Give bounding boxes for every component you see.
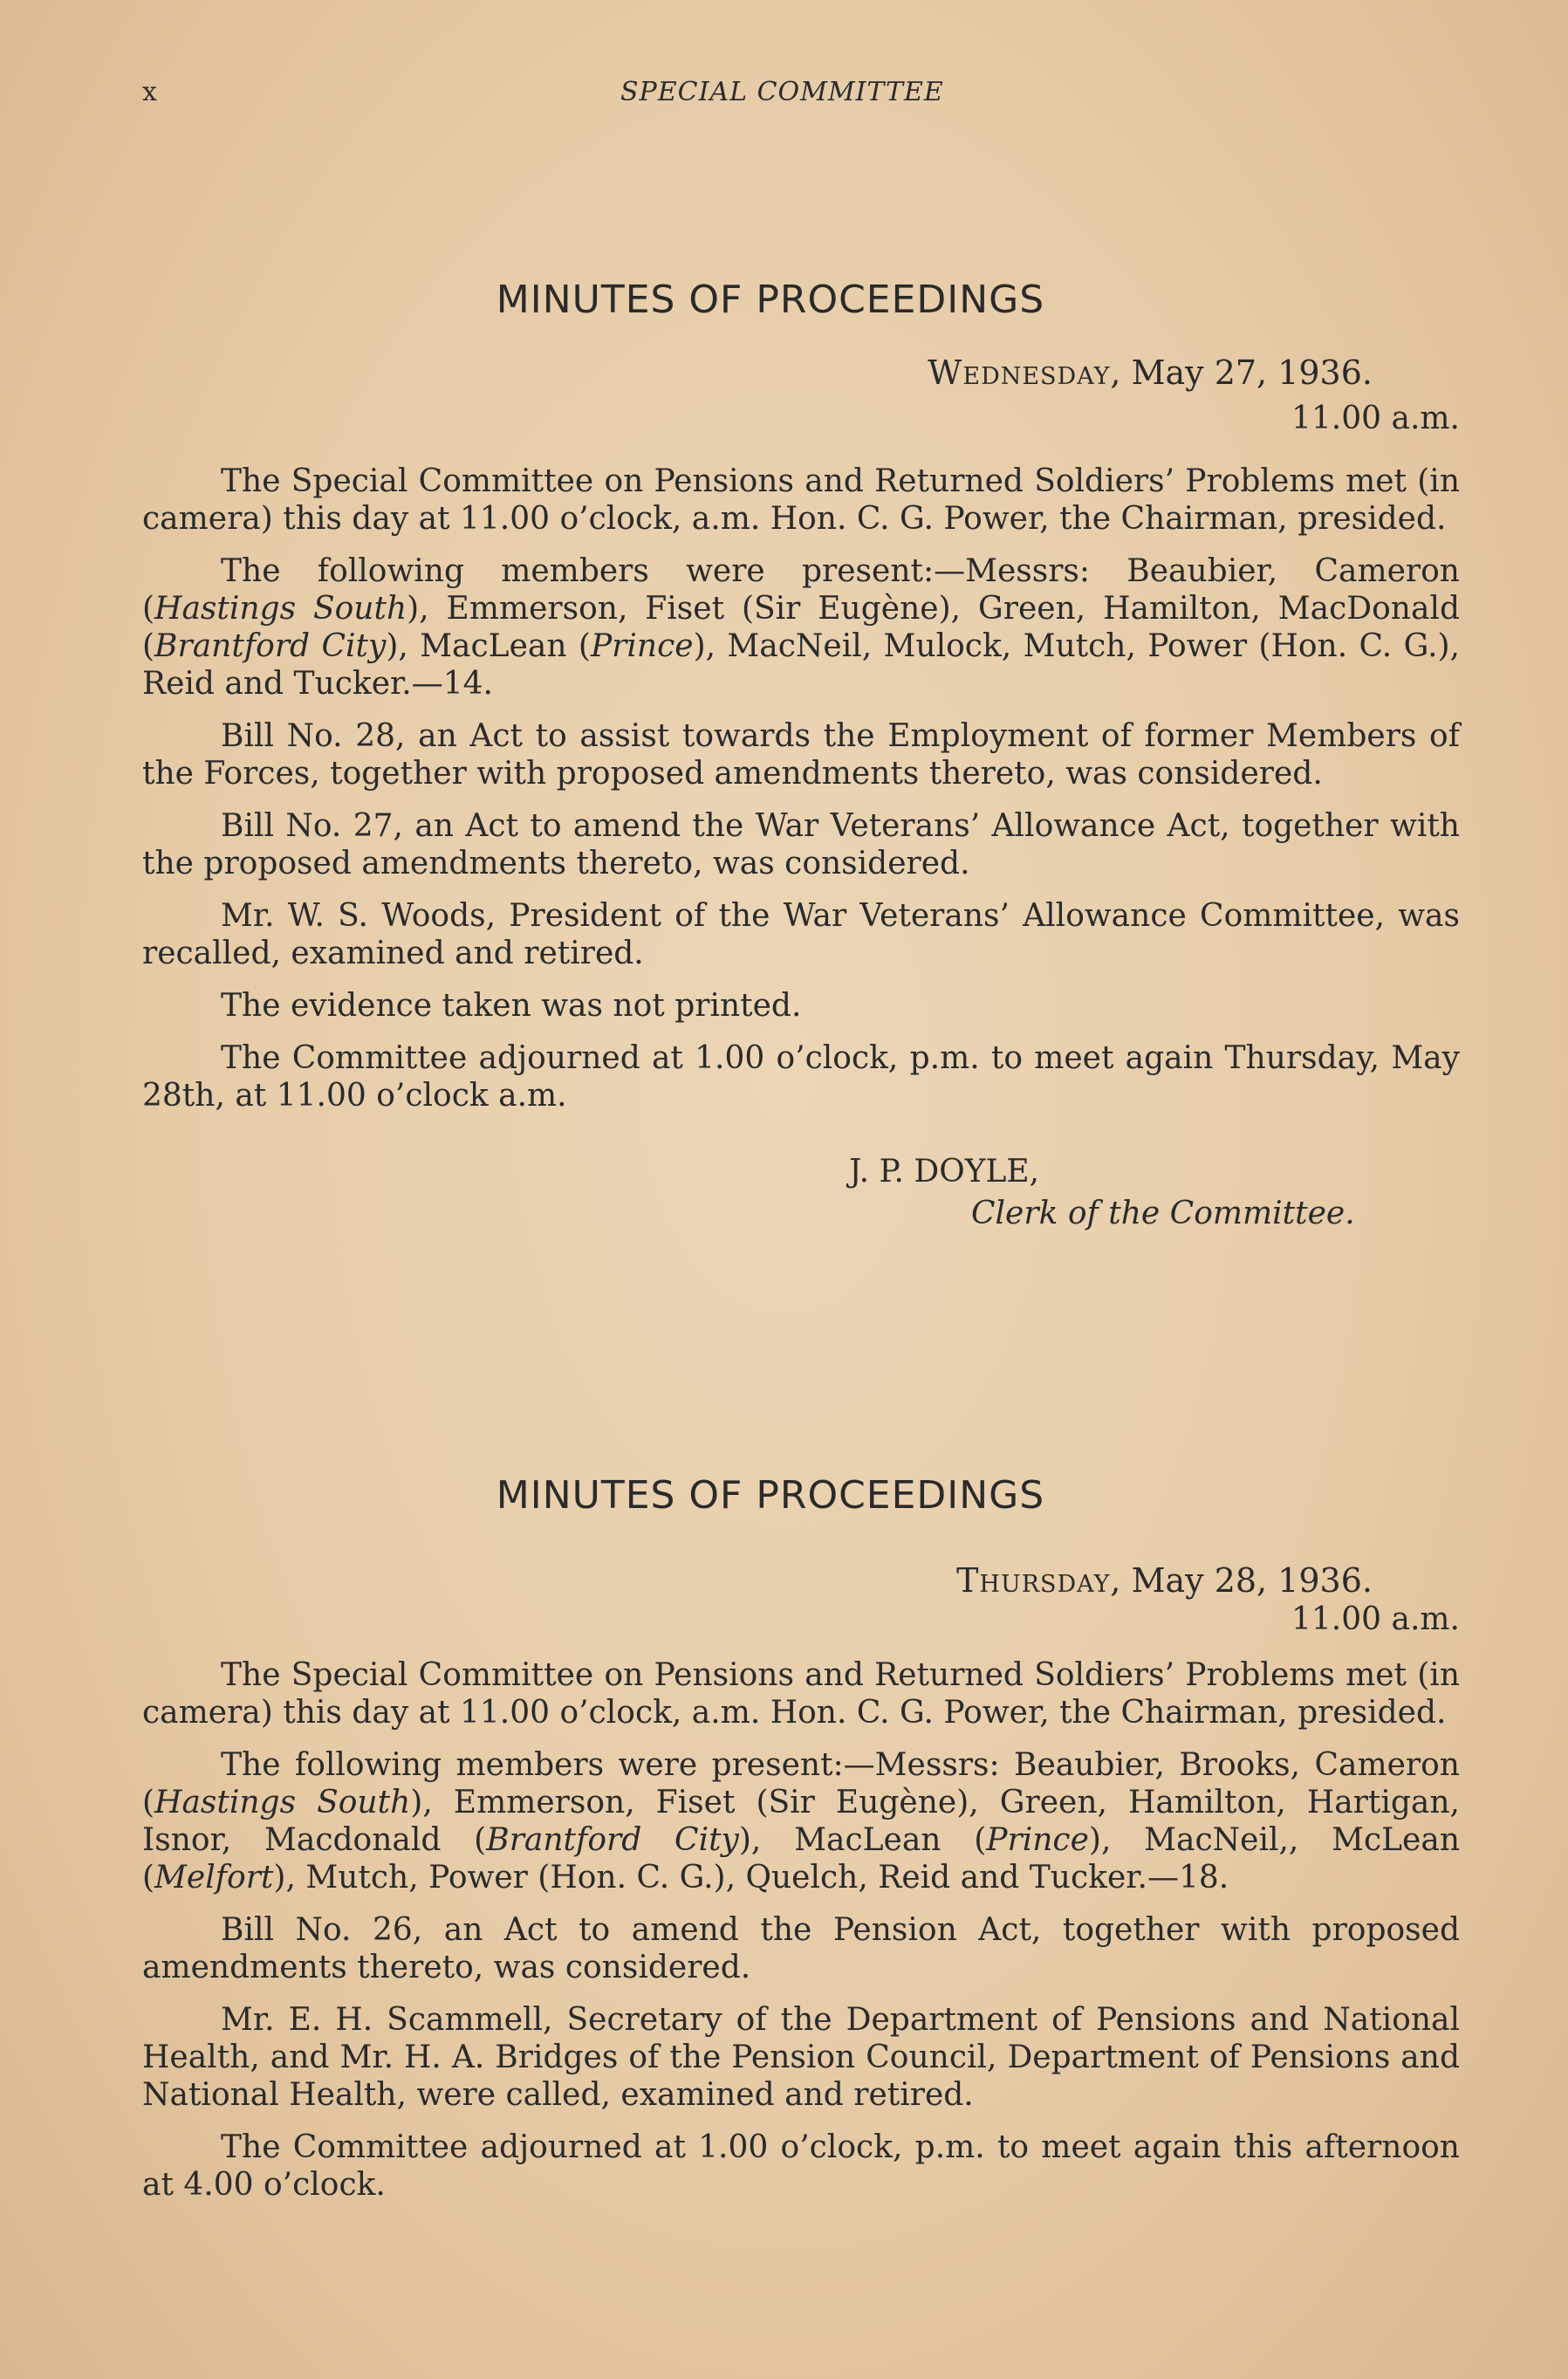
text-run: ), MacNeil,, McLean (	[142, 1822, 1460, 1896]
paragraph-witnesses: Mr. E. H. Scammell, Secretary of the Department of Pensions and National Health, and Mr. H. A. Bridges of the Pension Council, Department of Pensions and National Health, were called, examined and retired.	[142, 2002, 1460, 2113]
paragraph-members-present	[142, 1746, 1460, 1896]
riding-name: Melfort	[154, 1860, 274, 1896]
section-heading: MINUTES OF PROCEEDINGS	[496, 1473, 1045, 1518]
minutes-section-2	[142, 1473, 1460, 2218]
date-line	[142, 1561, 1460, 1600]
clerk-title: Clerk of the Committee.	[971, 1196, 1355, 1231]
text-run: ), MacLean (	[386, 628, 591, 664]
time-line: 11.00 a.m.	[1291, 1601, 1460, 1637]
riding-name: Hastings South	[154, 591, 407, 627]
paragraph-bill-26: Bill No. 26, an Act to amend the Pension Act, together with proposed amendments thereto, was considered.	[142, 1912, 1460, 1985]
riding-name: Prince	[986, 1822, 1089, 1858]
paragraph-bill-28: Bill No. 28, an Act to assist towards the Employment of former Members of the Forces, together with proposed amendments thereto, was considered.	[142, 718, 1460, 792]
running-title: SPECIAL COMMITTEE	[620, 77, 944, 107]
paragraph-opening: The Special Committee on Pensions and Returned Soldiers’ Problems met (in camera) this day at 11.00 o’clock, a.m. Hon. C. G. Power, the Chairman, presided.	[142, 463, 1460, 537]
text-run: ), Emmerson, Fiset (Sir Eugène), Green, Hamilton, Hartigan, Isnor, Macdonald (	[142, 1785, 1460, 1858]
date-line	[142, 353, 1460, 392]
text-run: ), MacLean (	[738, 1822, 987, 1858]
paragraph-opening: The Special Committee on Pensions and Returned Soldiers’ Problems met (in camera) this day at 11.00 o’clock, a.m. Hon. C. G. Power, the Chairman, presided.	[142, 1657, 1460, 1731]
date: , May 28, 1936.	[1110, 1561, 1373, 1600]
page-folio: x	[142, 77, 158, 107]
riding-name: Brantford City	[486, 1822, 739, 1858]
signature-block	[142, 1151, 1460, 1235]
clerk-name: J. P. DOYLE,	[849, 1154, 1040, 1190]
paragraph-adjourned: The Committee adjourned at 1.00 o’clock, p.m. to meet again Thursday, May 28th, at 11.00 o’clock a.m.	[142, 1040, 1460, 1114]
minutes-section-1	[142, 278, 1460, 1235]
paragraph-bill-27: Bill No. 27, an Act to amend the War Veterans’ Allowance Act, together with the proposed amendments thereto, was considered.	[142, 808, 1460, 881]
text-run: The following members were present:—Messrs: Beaubier, Cameron (	[142, 553, 1460, 627]
riding-name: Brantford City	[154, 628, 387, 664]
weekday: Wednesday	[928, 353, 1111, 392]
riding-name: Prince	[590, 628, 694, 664]
text-run: The following members were present:—Messrs: Beaubier, Brooks, Cameron (	[142, 1747, 1460, 1820]
weekday: Thursday	[956, 1561, 1111, 1600]
paragraph-witness: Mr. W. S. Woods, President of the War Veterans’ Allowance Committee, was recalled, examined and retired.	[142, 898, 1460, 971]
running-head	[142, 77, 1426, 112]
text-run: ), MacNeil, Mulock, Mutch, Power (Hon. C. G.), Reid and Tucker.—14.	[142, 628, 1461, 702]
paragraph-members-present	[142, 552, 1460, 703]
date: , May 27, 1936.	[1110, 353, 1373, 392]
text-run: ), Mutch, Power (Hon. C. G.), Quelch, Reid and Tucker.—18.	[273, 1860, 1229, 1896]
riding-name: Hastings South	[154, 1785, 411, 1820]
paragraph-evidence: The evidence taken was not printed.	[221, 988, 802, 1024]
time-line: 11.00 a.m.	[1291, 401, 1460, 436]
text-run: ), Emmerson, Fiset (Sir Eugène), Green, Hamilton, MacDonald (	[142, 591, 1461, 664]
section-heading: MINUTES OF PROCEEDINGS	[496, 278, 1045, 322]
paragraph-adjourned: The Committee adjourned at 1.00 o’clock, p.m. to meet again this afternoon at 4.00 o’clock.	[142, 2129, 1460, 2203]
